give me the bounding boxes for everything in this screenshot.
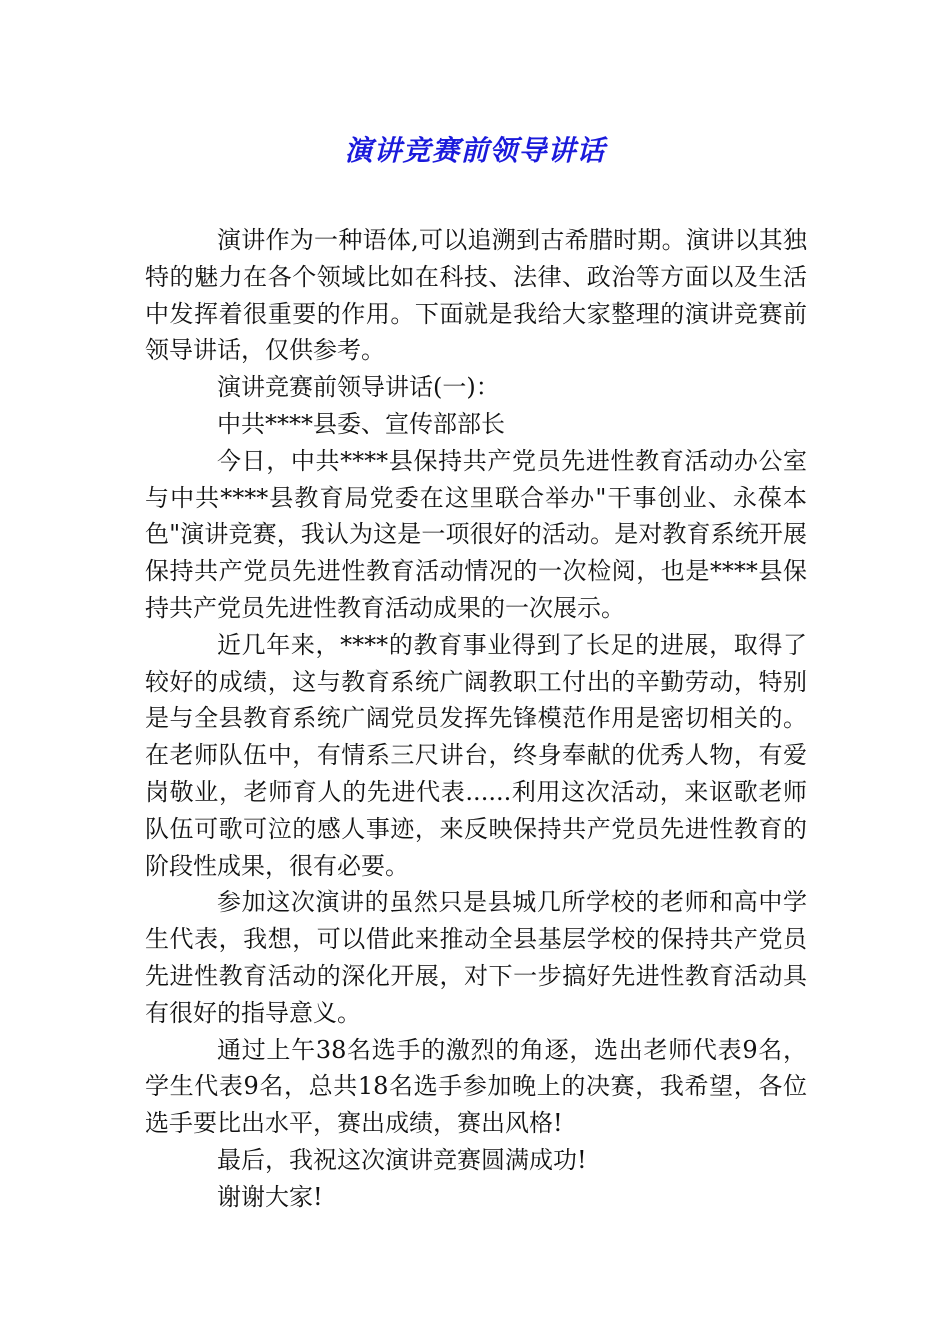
intro-paragraph: 演讲作为一种语体,可以追溯到古希腊时期。演讲以其独特的魅力在各个领域比如在科技、法律、政治等方面以及生活中发挥着很重要的作用。下面就是我给大家整理的演讲竞赛前领导讲话，仅供参考。 [145, 226, 807, 365]
document-title: 演讲竞赛前领导讲话 [344, 134, 606, 167]
document-body [145, 222, 807, 1216]
body-paragraph: 参加这次演讲的虽然只是县城几所学校的老师和高中学生代表，我想，可以借此来推动全县基层学校的保持共产党员先进性教育活动的深化开展，对下一步搞好先进性教育活动具有很好的指导意义。 [145, 888, 807, 1027]
section-heading: 演讲竞赛前领导讲话(一)： [217, 373, 500, 402]
speaker-line: 中共****县委、宣传部部长 [217, 409, 505, 438]
thanks-line: 谢谢大家! [217, 1182, 323, 1211]
body-paragraph: 今日，中共****县保持共产党员先进性教育活动办公室与中共****县教育局党委在这里联合举办"干事创业、永葆本色"演讲竞赛，我认为这是一项很好的活动。是对教育系统开展保持共产党员先进性教育活动情况的一次检阅，也是****县保持共产党员先进性教育活动成果的一次展示。 [145, 446, 807, 622]
closing-line: 最后，我祝这次演讲竞赛圆满成功! [217, 1145, 587, 1174]
body-paragraph: 通过上午38名选手的激烈的角逐，选出老师代表9名，学生代表9名，总共18名选手参加晚上的决赛，我希望，各位选手要比出水平，赛出成绩，赛出风格! [145, 1035, 807, 1138]
body-paragraph: 近几年来，****的教育事业得到了长足的进展，取得了较好的成绩，这与教育系统广阔教职工付出的辛勤劳动，特别是与全县教育系统广阔党员发挥先锋模范作用是密切相关的。在老师队伍中，有情系三尺讲台，终身奉献的优秀人物，有爱岗敬业，老师育人的先进代表......利用这次活动，来讴歌老师队伍可歌可泣的感人事迹，来反映保持共产党员先进性教育的阶段性成果，很有必要。 [145, 630, 807, 880]
